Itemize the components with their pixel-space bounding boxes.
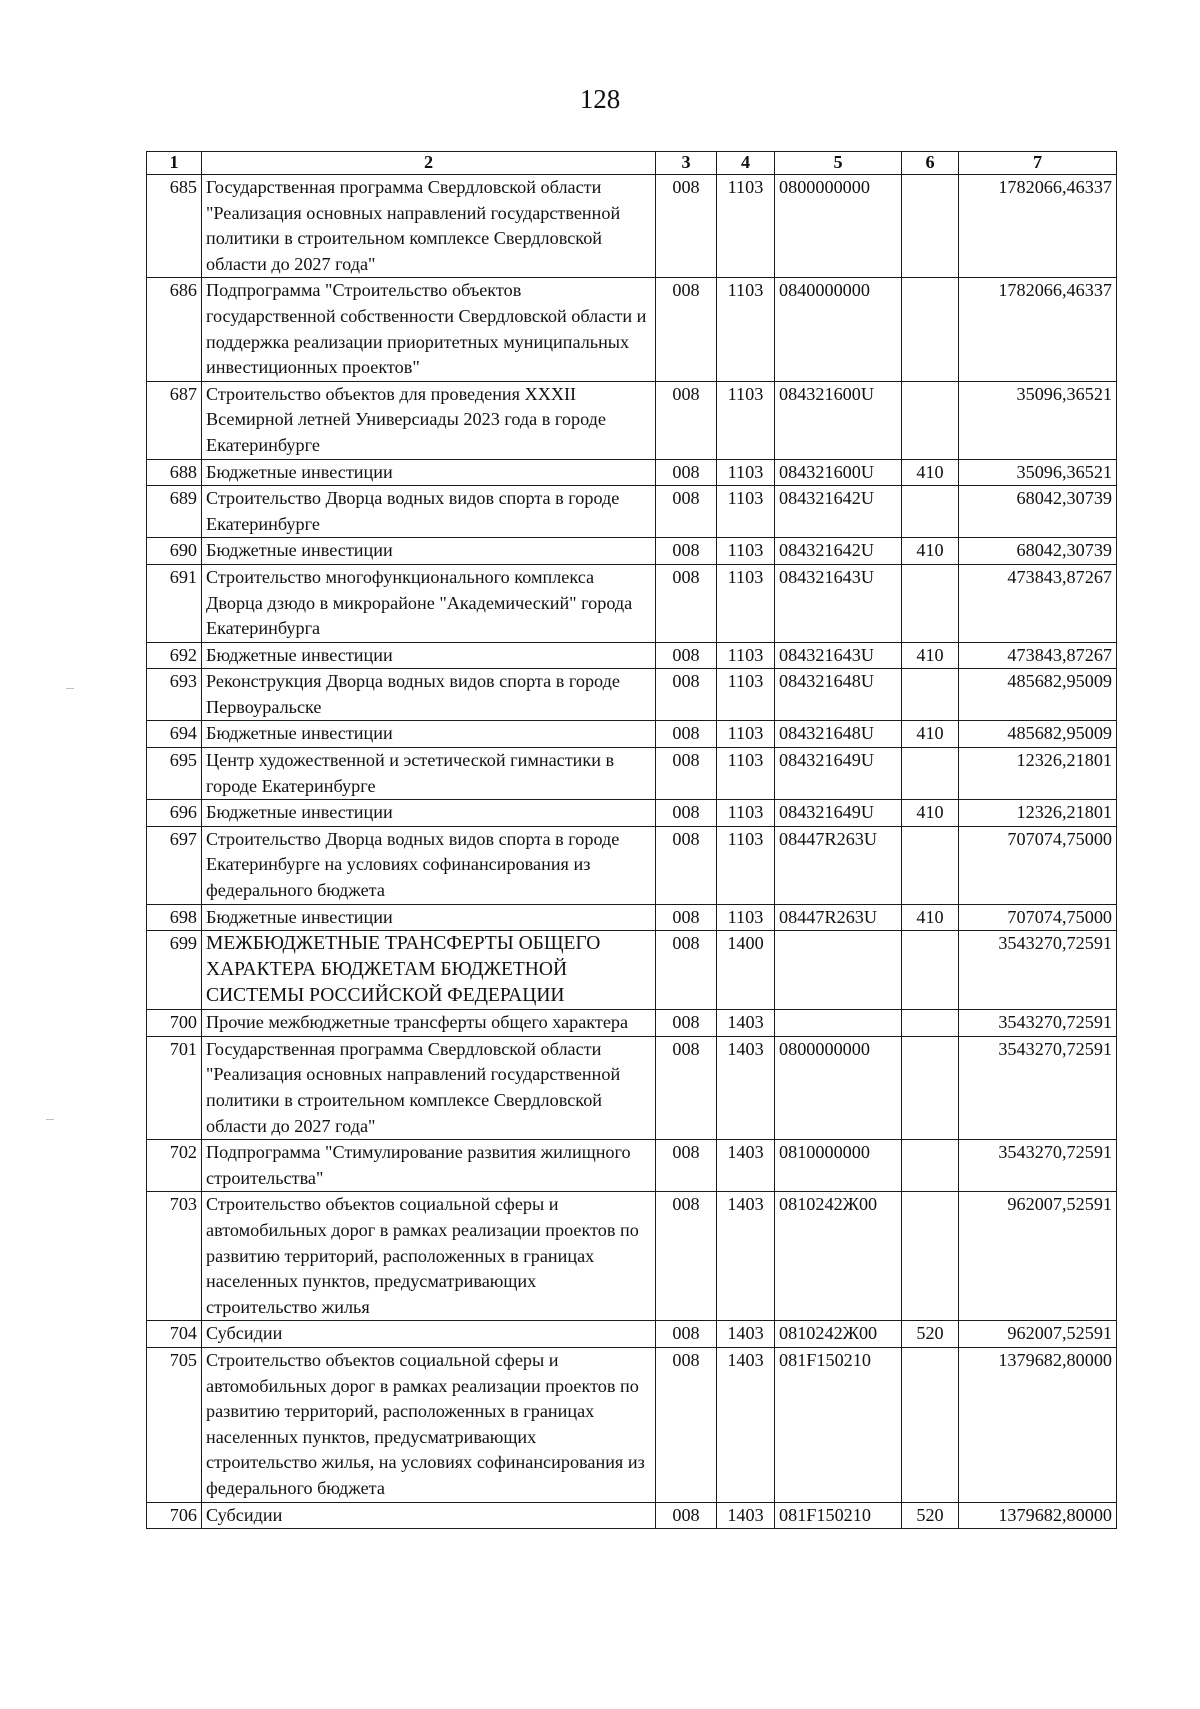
- row-name: Строительство Дворца водных видов спорта в городе Екатеринбурге: [202, 486, 656, 538]
- table-row: [147, 931, 1117, 1010]
- row-expense-type: [902, 1010, 959, 1037]
- row-sum: 1782066,46337: [959, 278, 1117, 381]
- row-sum: 3543270,72591: [959, 1010, 1117, 1037]
- row-number: 702: [147, 1140, 202, 1192]
- row-expense-type: 520: [902, 1321, 959, 1348]
- row-expense-type: [902, 748, 959, 800]
- row-name: Бюджетные инвестиции: [202, 642, 656, 669]
- row-name: Строительство объектов социальной сферы и автомобильных дорог в рамках реализации проектов по развитию территорий, расположенных в границах населенных пунктов, предусматривающих строительство жилья: [202, 1192, 656, 1321]
- row-expense-type: [902, 381, 959, 459]
- row-sum: 707074,75000: [959, 826, 1117, 904]
- row-target-article: 084321642U: [775, 538, 902, 565]
- row-section: 1403: [717, 1036, 775, 1139]
- row-sum: 485682,95009: [959, 669, 1117, 721]
- row-expense-type: [902, 175, 959, 278]
- row-sum: 35096,36521: [959, 381, 1117, 459]
- row-section: 1403: [717, 1010, 775, 1037]
- row-section: 1103: [717, 381, 775, 459]
- row-section: 1103: [717, 904, 775, 931]
- row-name: Строительство многофункционального комплекса Дворца дзюдо в микрорайоне "Академический" города Екатеринбурга: [202, 564, 656, 642]
- row-section: 1103: [717, 800, 775, 827]
- table-row: [147, 1192, 1117, 1321]
- table-row: [147, 1140, 1117, 1192]
- table-row: [147, 669, 1117, 721]
- row-number: 700: [147, 1010, 202, 1037]
- row-section: 1103: [717, 826, 775, 904]
- row-number: 689: [147, 486, 202, 538]
- row-target-article: 0810242Ж00: [775, 1192, 902, 1321]
- row-number: 706: [147, 1502, 202, 1529]
- row-section: 1103: [717, 278, 775, 381]
- row-expense-type: [902, 1347, 959, 1502]
- row-ved: 008: [656, 904, 717, 931]
- row-ved: 008: [656, 1192, 717, 1321]
- row-sum: 1379682,80000: [959, 1347, 1117, 1502]
- table-row: [147, 1010, 1117, 1037]
- column-header: 3: [656, 152, 717, 175]
- column-header: 7: [959, 152, 1117, 175]
- row-ved: 008: [656, 278, 717, 381]
- row-number: 704: [147, 1321, 202, 1348]
- row-sum: 962007,52591: [959, 1321, 1117, 1348]
- row-ved: 008: [656, 1036, 717, 1139]
- row-name: Бюджетные инвестиции: [202, 800, 656, 827]
- row-ved: 008: [656, 564, 717, 642]
- row-target-article: 084321600U: [775, 381, 902, 459]
- row-number: 690: [147, 538, 202, 565]
- scan-mark: [66, 688, 74, 689]
- row-ved: 008: [656, 1321, 717, 1348]
- row-sum: 473843,87267: [959, 642, 1117, 669]
- row-target-article: 081F150210: [775, 1347, 902, 1502]
- row-section: 1403: [717, 1347, 775, 1502]
- row-target-article: 084321649U: [775, 748, 902, 800]
- row-name: Подпрограмма "Стимулирование развития жилищного строительства": [202, 1140, 656, 1192]
- row-section: 1103: [717, 459, 775, 486]
- row-sum: 68042,30739: [959, 486, 1117, 538]
- row-section: 1103: [717, 748, 775, 800]
- row-section: 1403: [717, 1140, 775, 1192]
- table-row: [147, 1036, 1117, 1139]
- row-target-article: 084321649U: [775, 800, 902, 827]
- row-expense-type: [902, 1192, 959, 1321]
- table-row: [147, 1347, 1117, 1502]
- header-row: [147, 152, 1117, 175]
- row-target-article: 084321600U: [775, 459, 902, 486]
- row-number: 697: [147, 826, 202, 904]
- row-section: 1103: [717, 642, 775, 669]
- row-target-article: 0840000000: [775, 278, 902, 381]
- row-number: 703: [147, 1192, 202, 1321]
- row-name: Реконструкция Дворца водных видов спорта в городе Первоуральске: [202, 669, 656, 721]
- row-name: Бюджетные инвестиции: [202, 721, 656, 748]
- row-ved: 008: [656, 642, 717, 669]
- row-expense-type: 410: [902, 642, 959, 669]
- row-number: 699: [147, 931, 202, 1010]
- row-sum: 707074,75000: [959, 904, 1117, 931]
- row-ved: 008: [656, 826, 717, 904]
- row-expense-type: 410: [902, 904, 959, 931]
- row-name: Прочие межбюджетные трансферты общего характера: [202, 1010, 656, 1037]
- row-ved: 008: [656, 538, 717, 565]
- row-target-article: 0810000000: [775, 1140, 902, 1192]
- table-row: [147, 1321, 1117, 1348]
- row-ved: 008: [656, 931, 717, 1010]
- row-name: Бюджетные инвестиции: [202, 538, 656, 565]
- column-header: 4: [717, 152, 775, 175]
- table-row: [147, 381, 1117, 459]
- row-ved: 008: [656, 1010, 717, 1037]
- row-target-article: 084321642U: [775, 486, 902, 538]
- row-target-article: 08447R263U: [775, 826, 902, 904]
- row-sum: 3543270,72591: [959, 1036, 1117, 1139]
- row-target-article: 0800000000: [775, 1036, 902, 1139]
- row-ved: 008: [656, 800, 717, 827]
- row-sum: 12326,21801: [959, 800, 1117, 827]
- row-ved: 008: [656, 1140, 717, 1192]
- row-ved: 008: [656, 748, 717, 800]
- row-sum: 68042,30739: [959, 538, 1117, 565]
- row-expense-type: [902, 1140, 959, 1192]
- row-number: 685: [147, 175, 202, 278]
- row-sum: 35096,36521: [959, 459, 1117, 486]
- table-row: [147, 800, 1117, 827]
- row-section: 1103: [717, 175, 775, 278]
- row-number: 698: [147, 904, 202, 931]
- row-section: 1403: [717, 1502, 775, 1529]
- page-number: 128: [579, 84, 621, 114]
- row-ved: 008: [656, 1347, 717, 1502]
- row-number: 705: [147, 1347, 202, 1502]
- row-sum: 1379682,80000: [959, 1502, 1117, 1529]
- table-row: [147, 538, 1117, 565]
- row-name: Государственная программа Свердловской области "Реализация основных направлений государственной политики в строительном комплексе Свердловской области до 2027 года": [202, 175, 656, 278]
- row-sum: 3543270,72591: [959, 931, 1117, 1010]
- scan-mark: [46, 1119, 54, 1120]
- table-row: [147, 278, 1117, 381]
- row-section: 1400: [717, 931, 775, 1010]
- column-header: 1: [147, 152, 202, 175]
- row-section: 1103: [717, 486, 775, 538]
- row-number: 691: [147, 564, 202, 642]
- row-section: 1103: [717, 669, 775, 721]
- row-ved: 008: [656, 1502, 717, 1529]
- row-ved: 008: [656, 486, 717, 538]
- budget-table: [146, 151, 1117, 1529]
- row-target-article: [775, 931, 902, 1010]
- row-expense-type: [902, 564, 959, 642]
- row-number: 688: [147, 459, 202, 486]
- row-section: 1103: [717, 538, 775, 565]
- row-sum: 485682,95009: [959, 721, 1117, 748]
- row-expense-type: 410: [902, 800, 959, 827]
- row-sum: 1782066,46337: [959, 175, 1117, 278]
- row-name: Строительство Дворца водных видов спорта в городе Екатеринбурге на условиях софинансирования из федерального бюджета: [202, 826, 656, 904]
- row-ved: 008: [656, 175, 717, 278]
- row-target-article: 084321648U: [775, 669, 902, 721]
- row-expense-type: [902, 931, 959, 1010]
- row-number: 692: [147, 642, 202, 669]
- row-target-article: 08447R263U: [775, 904, 902, 931]
- row-number: 696: [147, 800, 202, 827]
- row-name: Бюджетные инвестиции: [202, 904, 656, 931]
- row-expense-type: [902, 278, 959, 381]
- row-expense-type: [902, 486, 959, 538]
- row-number: 687: [147, 381, 202, 459]
- row-ved: 008: [656, 721, 717, 748]
- row-section: 1403: [717, 1192, 775, 1321]
- row-name: Субсидии: [202, 1321, 656, 1348]
- row-expense-type: 410: [902, 721, 959, 748]
- column-header: 2: [202, 152, 656, 175]
- row-ved: 008: [656, 669, 717, 721]
- table-row: [147, 748, 1117, 800]
- row-section: 1103: [717, 721, 775, 748]
- row-target-article: 084321643U: [775, 564, 902, 642]
- row-expense-type: 410: [902, 459, 959, 486]
- row-name: Субсидии: [202, 1502, 656, 1529]
- row-sum: 473843,87267: [959, 564, 1117, 642]
- row-name: Строительство объектов социальной сферы и автомобильных дорог в рамках реализации проектов по развитию территорий, расположенных в границах населенных пунктов, предусматривающих строительство жилья, на условиях софинансирования из федерального бюджета: [202, 1347, 656, 1502]
- row-target-article: [775, 1010, 902, 1037]
- column-header: 6: [902, 152, 959, 175]
- table-row: [147, 486, 1117, 538]
- row-expense-type: [902, 826, 959, 904]
- row-ved: 008: [656, 459, 717, 486]
- row-target-article: 0810242Ж00: [775, 1321, 902, 1348]
- table-row: [147, 564, 1117, 642]
- table-row: [147, 1502, 1117, 1529]
- column-header: 5: [775, 152, 902, 175]
- row-target-article: 081F150210: [775, 1502, 902, 1529]
- row-number: 693: [147, 669, 202, 721]
- row-number: 686: [147, 278, 202, 381]
- table-row: [147, 642, 1117, 669]
- row-expense-type: [902, 669, 959, 721]
- row-name: Центр художественной и эстетической гимнастики в городе Екатеринбурге: [202, 748, 656, 800]
- table-row: [147, 826, 1117, 904]
- row-name: МЕЖБЮДЖЕТНЫЕ ТРАНСФЕРТЫ ОБЩЕГО ХАРАКТЕРА БЮДЖЕТАМ БЮДЖЕТНОЙ СИСТЕМЫ РОССИЙСКОЙ ФЕДЕРАЦИИ: [202, 931, 656, 1010]
- row-number: 695: [147, 748, 202, 800]
- row-number: 701: [147, 1036, 202, 1139]
- row-sum: 3543270,72591: [959, 1140, 1117, 1192]
- row-sum: 12326,21801: [959, 748, 1117, 800]
- row-sum: 962007,52591: [959, 1192, 1117, 1321]
- row-section: 1103: [717, 564, 775, 642]
- table-row: [147, 721, 1117, 748]
- row-target-article: 084321648U: [775, 721, 902, 748]
- row-expense-type: 520: [902, 1502, 959, 1529]
- row-name: Строительство объектов для проведения XXXII Всемирной летней Универсиады 2023 года в городе Екатеринбурге: [202, 381, 656, 459]
- row-name: Государственная программа Свердловской области "Реализация основных направлений государственной политики в строительном комплексе Свердловской области до 2027 года": [202, 1036, 656, 1139]
- table-row: [147, 175, 1117, 278]
- row-section: 1403: [717, 1321, 775, 1348]
- row-expense-type: [902, 1036, 959, 1139]
- row-target-article: 0800000000: [775, 175, 902, 278]
- row-name: Бюджетные инвестиции: [202, 459, 656, 486]
- row-ved: 008: [656, 381, 717, 459]
- row-expense-type: 410: [902, 538, 959, 565]
- row-target-article: 084321643U: [775, 642, 902, 669]
- row-name: Подпрограмма "Строительство объектов государственной собственности Свердловской области и поддержка реализации приоритетных муниципальных инвестиционных проектов": [202, 278, 656, 381]
- table-row: [147, 459, 1117, 486]
- row-number: 694: [147, 721, 202, 748]
- table-row: [147, 904, 1117, 931]
